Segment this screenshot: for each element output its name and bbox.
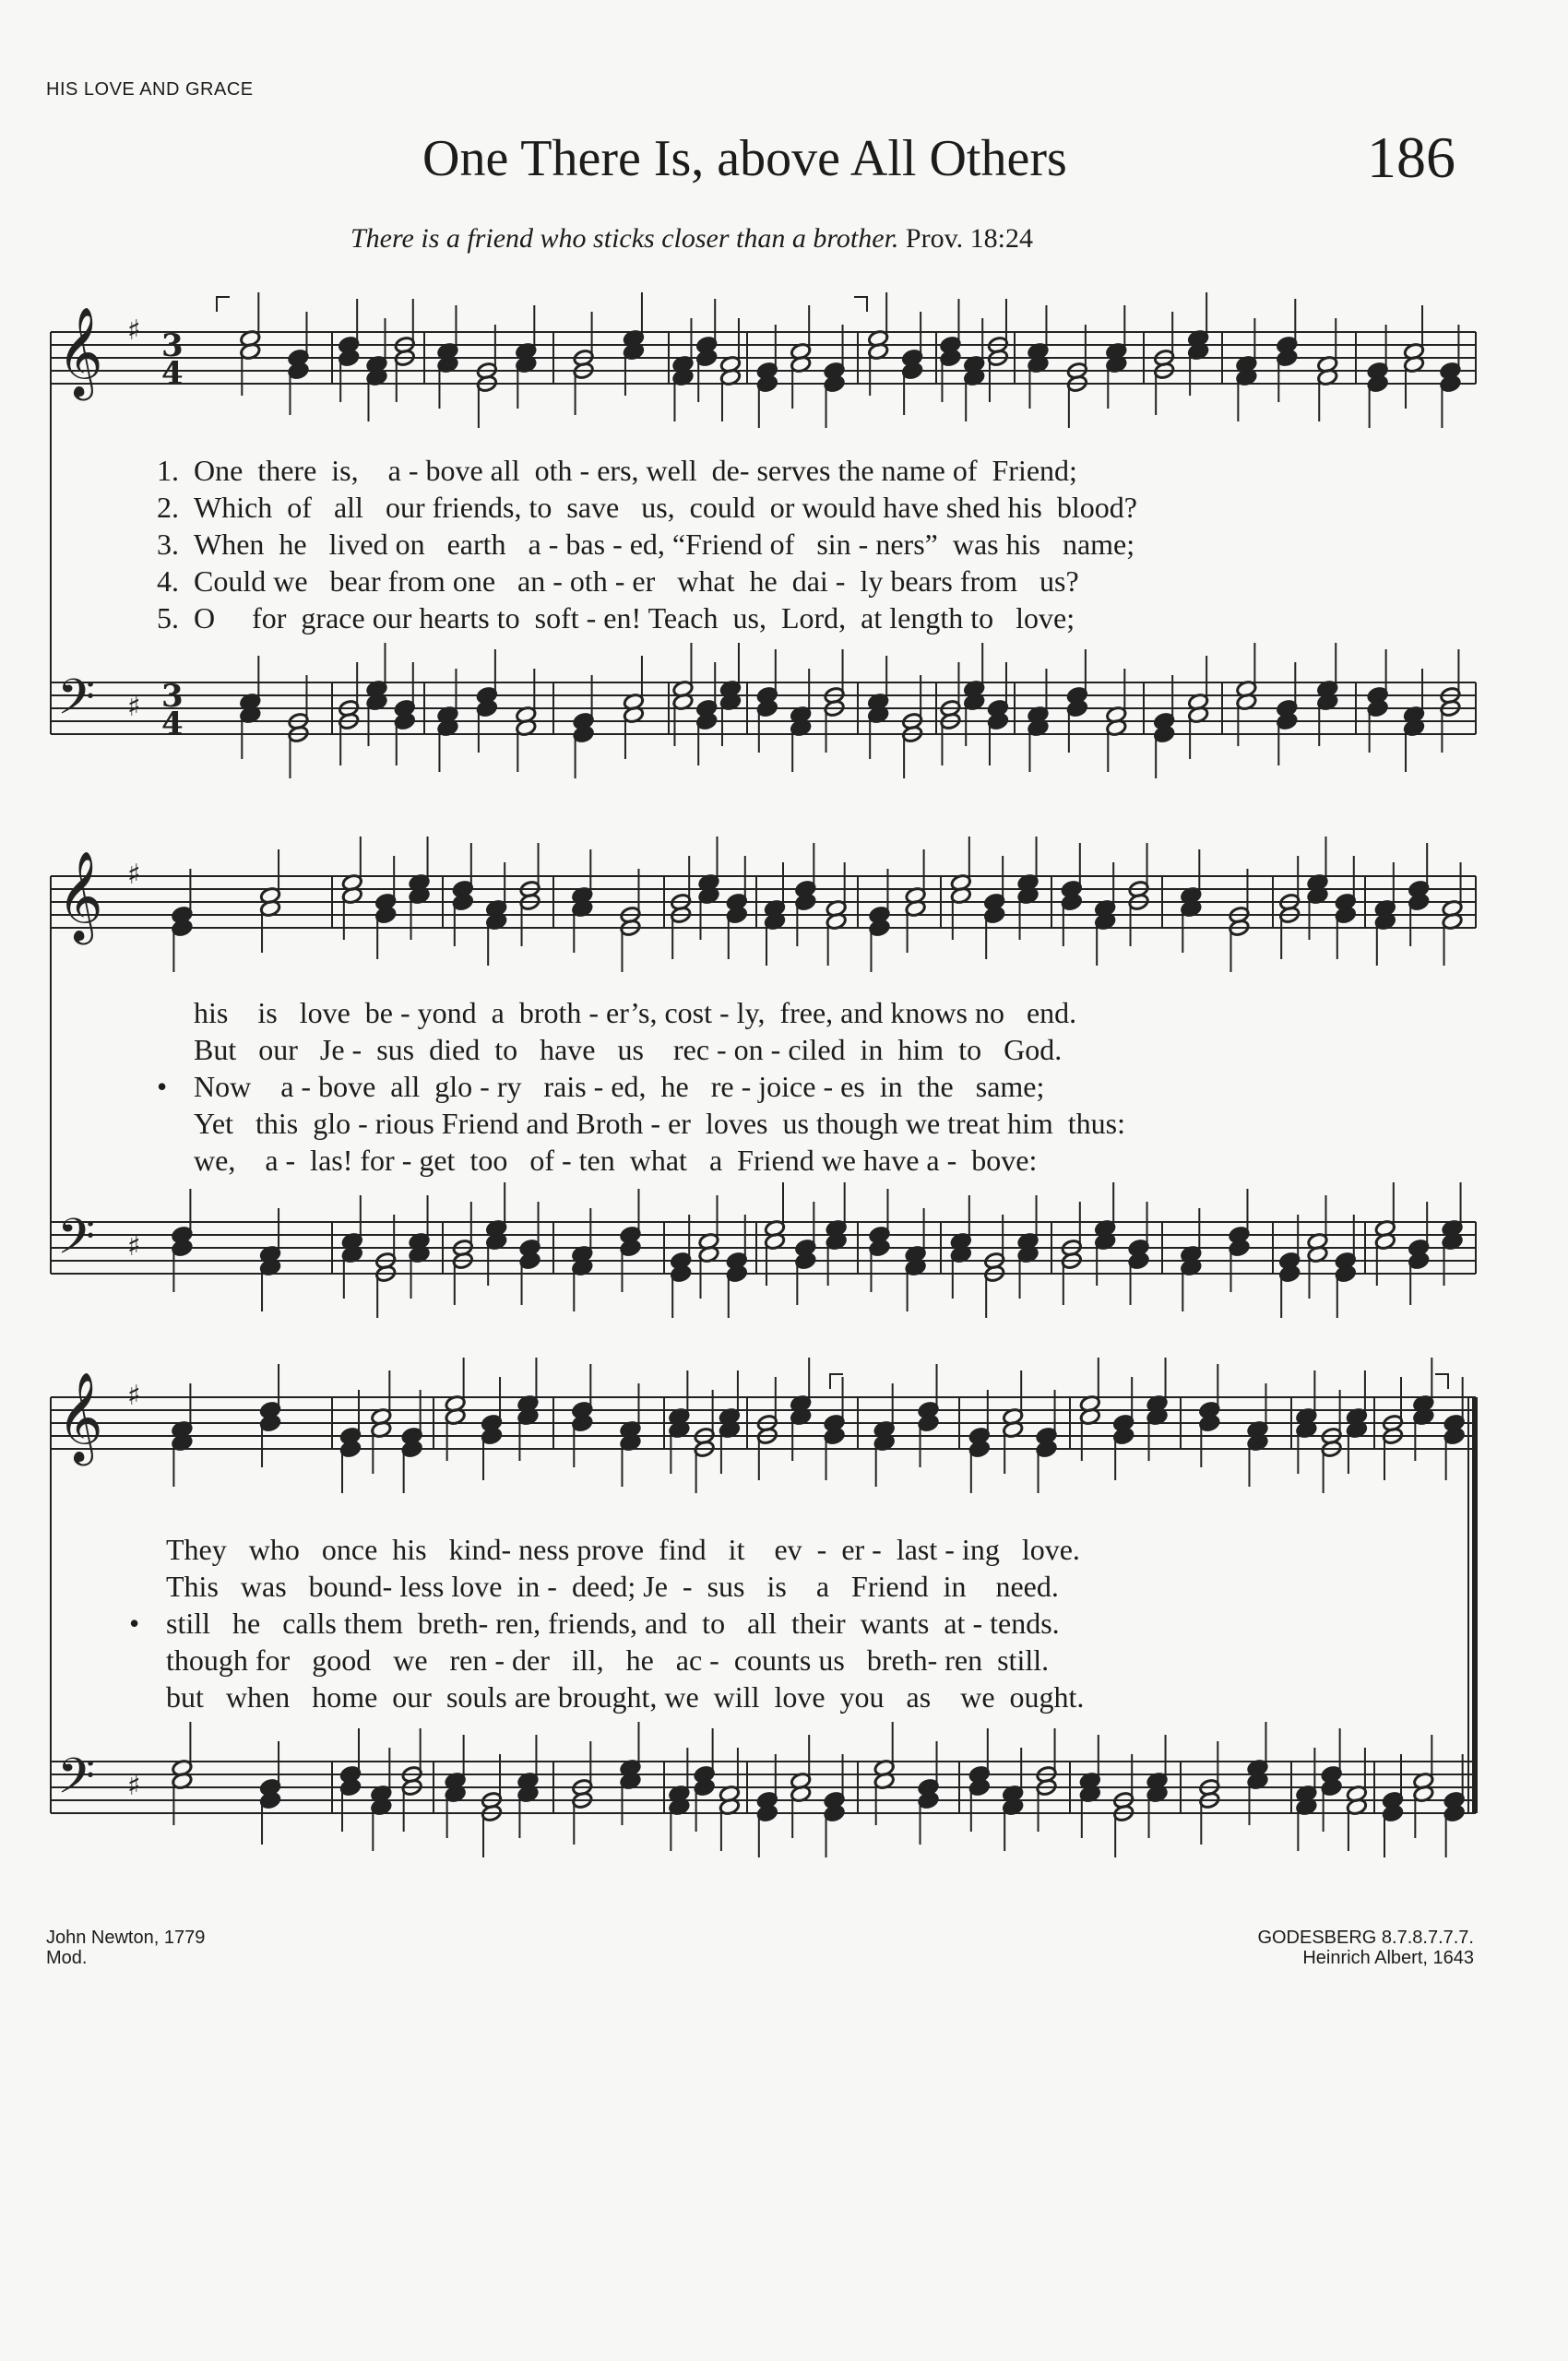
key-signature-sharp: ♯ <box>127 1230 141 1263</box>
lyric-text: his is love be - yond a broth - er’s, cost - ly, free, and knows no end. <box>194 996 1077 1029</box>
phrase-bracket <box>217 297 230 312</box>
verse-number: 1. <box>157 454 179 487</box>
lyric-text: but when home our souls are brought, we will love you as we ought. <box>166 1680 1085 1714</box>
key-signature-sharp: ♯ <box>127 314 141 347</box>
key-signature-sharp: ♯ <box>127 1380 141 1412</box>
lyric-text: though for good we ren - der ill, he ac - counts us breth- ren still. <box>166 1643 1050 1677</box>
lyric-line <box>157 563 1079 599</box>
section-label: HIS LOVE AND GRACE <box>46 79 254 100</box>
lyric-text: O for grace our hearts to soft - en! Teach us, Lord, at length to love; <box>194 601 1075 635</box>
hymn-number: 186 <box>1367 125 1455 190</box>
lyric-line <box>157 1031 1062 1068</box>
lyric-line <box>157 1142 1037 1179</box>
lyric-text: This was bound- less love in - deed; Je - sus is a Friend in need. <box>166 1570 1059 1603</box>
verse-number: 4. <box>157 564 179 598</box>
lyric-text: still he calls them breth- ren, friends, and to all their wants at - tends. <box>166 1607 1060 1640</box>
final-barline-thick <box>1472 1397 1478 1813</box>
lyric-text: They who once his kind- ness prove find it ev - er - last - ing love. <box>166 1533 1080 1566</box>
phrase-bracket <box>1435 1374 1448 1389</box>
epigraph-text: There is a friend who sticks closer than a brother. <box>350 223 899 254</box>
tune-name: GODESBERG 8.7.8.7.7.7. <box>1257 1928 1474 1948</box>
author-credit <box>46 1928 205 1968</box>
time-signature-bottom: 4 <box>161 706 184 742</box>
treble-clef: 𝄞 <box>57 850 103 941</box>
time-signature-top: 3 <box>161 327 184 364</box>
verse-number: • <box>157 1070 168 1103</box>
lyric-line <box>157 1105 1125 1142</box>
hymn-title: One There Is, above All Others <box>422 130 1067 187</box>
composer: Heinrich Albert, 1643 <box>1302 1948 1474 1968</box>
lyric-line <box>129 1605 1060 1642</box>
treble-clef: 𝄞 <box>57 306 103 397</box>
lyric-line <box>129 1642 1049 1679</box>
treble-clef: 𝄞 <box>57 1371 103 1462</box>
bass-clef: 𝄢 <box>57 1749 96 1817</box>
lyric-text: Which of all our friends, to save us, could or would have shed his blood? <box>194 491 1137 524</box>
lyric-text: When he lived on earth a - bas - ed, “Friend of sin - ners” was his name; <box>194 528 1135 561</box>
author-note: Mod. <box>46 1948 88 1968</box>
verse-number: 3. <box>157 528 179 561</box>
tune-credit <box>1257 1928 1474 1968</box>
lyric-line <box>129 1568 1059 1605</box>
lyric-line <box>157 526 1134 563</box>
lyric-line <box>129 1679 1084 1715</box>
lyric-text: Could we bear from one an - oth - er what he dai - ly bears from us? <box>194 564 1079 598</box>
lyric-line <box>157 599 1075 636</box>
time-signature-bottom: 4 <box>161 355 184 392</box>
key-signature-sharp: ♯ <box>127 1770 141 1802</box>
verse-number: 2. <box>157 491 179 524</box>
lyric-line <box>157 489 1137 526</box>
verse-number: • <box>129 1607 140 1640</box>
key-signature-sharp: ♯ <box>127 859 141 891</box>
key-signature-sharp: ♯ <box>127 691 141 723</box>
lyric-line <box>157 994 1076 1031</box>
bass-clef: 𝄢 <box>57 670 96 738</box>
lyric-line <box>157 1068 1044 1105</box>
time-signature-top: 3 <box>161 678 184 715</box>
bass-clef: 𝄢 <box>57 1209 96 1277</box>
epigraph-reference: Prov. 18:24 <box>905 223 1033 254</box>
lyric-text: Yet this glo - rious Friend and Broth - er loves us though we treat him thus: <box>194 1107 1125 1140</box>
lyric-line <box>157 452 1077 489</box>
lyric-text: One there is, a - bove all oth - ers, well de- serves the name of Friend; <box>194 454 1077 487</box>
lyric-text: Now a - bove all glo - ry rais - ed, he re - joice - es in the same; <box>194 1070 1045 1103</box>
verse-number: 5. <box>157 601 179 635</box>
phrase-bracket <box>854 297 867 312</box>
lyric-text: we, a - las! for - get too of - ten what a Friend we have a - bove: <box>194 1144 1038 1177</box>
lyric-line <box>129 1531 1080 1568</box>
author: John Newton, 1779 <box>46 1928 206 1948</box>
phrase-bracket <box>830 1374 843 1389</box>
lyric-text: But our Je - sus died to have us rec - on - ciled in him to God. <box>194 1033 1063 1066</box>
